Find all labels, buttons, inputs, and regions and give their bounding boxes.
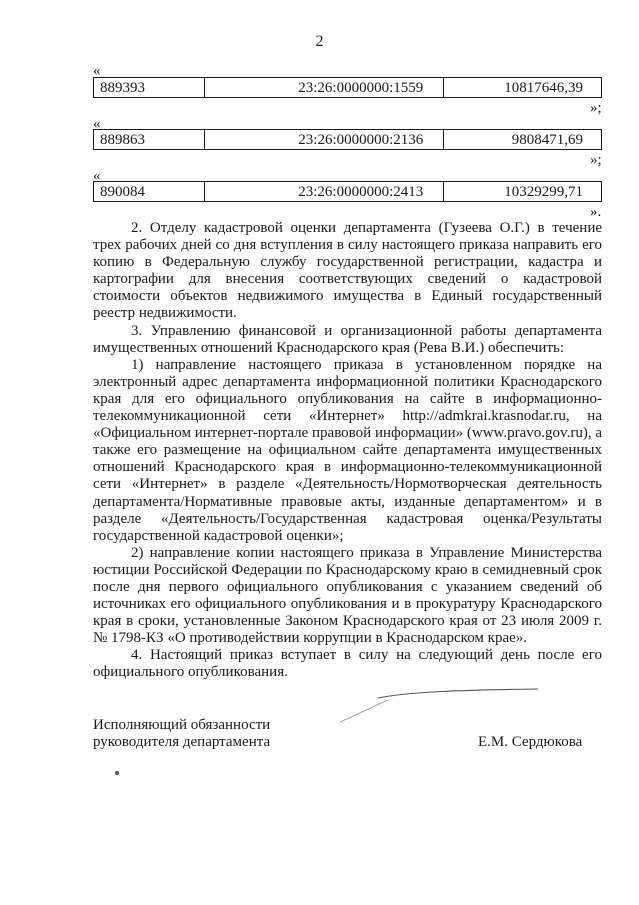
object-code: 889863 — [94, 130, 205, 150]
cadastral-row-1 — [93, 77, 602, 98]
quote-open-1: « — [93, 63, 101, 79]
signatory-name: Е.М. Сердюкова — [478, 734, 583, 750]
quote-close-1: »; — [590, 100, 602, 116]
cadastral-value: 10329299,71 — [444, 182, 602, 202]
quote-open-2: « — [93, 116, 101, 132]
cadastral-value: 10817646,39 — [444, 78, 602, 98]
signatory-position — [93, 717, 270, 751]
page-number: 2 — [315, 33, 324, 50]
scan-speck — [115, 771, 119, 775]
object-code: 890084 — [94, 182, 205, 202]
object-code: 889393 — [94, 78, 205, 98]
signature-stroke — [338, 676, 578, 726]
cadastral-number: 23:26:0000000:1559 — [204, 78, 444, 98]
quote-open-3: « — [93, 168, 101, 184]
signatory-position-line1: Исполняющий обязанности — [93, 717, 271, 733]
paragraph-3-item-1: 1) направление настоящего приказа в установленном порядке на электронный адрес департамента информационной политики Краснодарского края для его официального опубликования на сайте в информационно-телекоммуникационной сети «Интернет» http://admkrai.krasnodar.ru, на «Официальном интернет-портале правовой информации» (www.pravo.gov.ru), а также его размещение на официальном сайте департамента имущественных отношений Краснодарского края в информационно-телекоммуникационной сети «Интернет» в разделе «Деятельность/Нормотворческая деятельность департамента/Нормативные правовые акты, изданные департаментом» и в разделе «Деятельность/Государственная кадастровая оценка/Результаты государственной кадастровой оценки»; — [93, 356, 602, 544]
cadastral-number: 23:26:0000000:2413 — [204, 182, 444, 202]
paragraph-3: 3. Управлению финансовой и организационной работы департамента имущественных отношений Краснодарского края (Рева В.И.) обеспечить: — [93, 322, 602, 356]
document-body — [93, 220, 602, 682]
quote-close-2: »; — [590, 152, 602, 168]
cadastral-value: 9808471,69 — [444, 130, 602, 150]
cadastral-row-2 — [93, 129, 602, 150]
cadastral-number: 23:26:0000000:2136 — [204, 130, 444, 150]
paragraph-4: 4. Настоящий приказ вступает в силу на следующий день после его официального опубликования. — [93, 647, 602, 681]
paragraph-2: 2. Отделу кадастровой оценки департамента (Гузеева О.Г.) в течение трех рабочих дней со дня вступления в силу настоящего приказа направить его копию в Федеральную службу государственной регистрации, кадастра и картографии для внесения соответствующих сведений о кадастровой стоимости объектов недвижимого имущества в Единый государственный реестр недвижимости. — [93, 220, 602, 322]
paragraph-3-item-2: 2) направление копии настоящего приказа в Управление Министерства юстиции Российской Федерации по Краснодарскому краю в семидневный срок после дня первого официального опубликования с указанием сведений об источниках его официального опубликования и в прокуратуру Краснодарского края в сроки, установленные Законом Краснодарского края от 23 июля 2009 г. № 1798-КЗ «О противодействии коррупции в Краснодарском крае». — [93, 544, 602, 647]
quote-close-3: ». — [590, 204, 602, 220]
signatory-position-line2: руководителя департамента — [93, 734, 271, 750]
cadastral-row-3 — [93, 181, 602, 202]
